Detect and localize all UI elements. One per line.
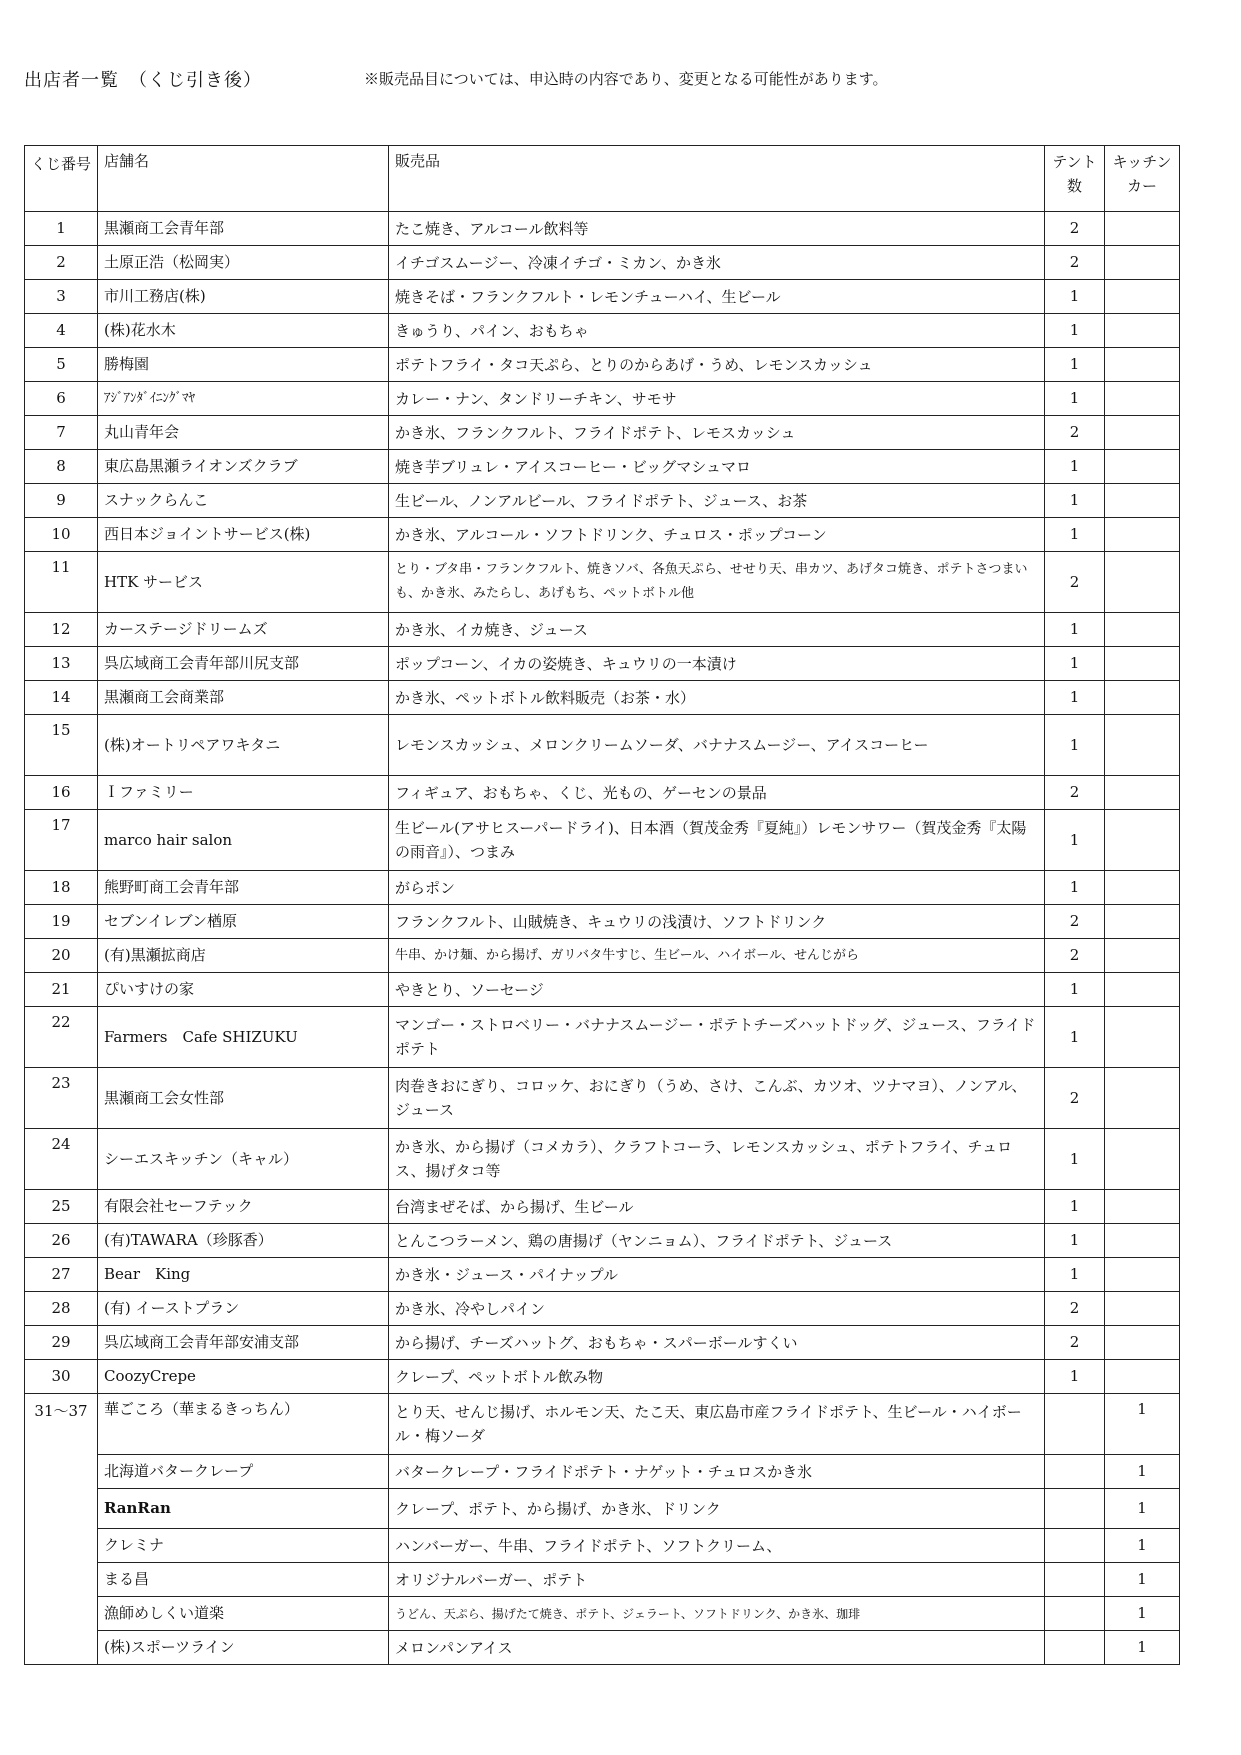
tent-count xyxy=(1045,1529,1105,1563)
tent-count: 1 xyxy=(1045,314,1105,348)
kitchen-car-count xyxy=(1105,871,1180,905)
tent-count: 2 xyxy=(1045,776,1105,810)
table-row xyxy=(25,1360,1180,1394)
shop-name: 北海道バタークレープ xyxy=(98,1455,389,1489)
table-row xyxy=(25,1007,1180,1068)
lottery-number: 25 xyxy=(25,1190,98,1224)
sale-items: かき氷、アルコール・ソフトドリンク、チュロス・ポップコーン xyxy=(389,518,1045,552)
tent-count: 1 xyxy=(1045,1007,1105,1068)
lottery-number: 30 xyxy=(25,1360,98,1394)
tent-count xyxy=(1045,1563,1105,1597)
shop-name: 土原正浩（松岡実） xyxy=(98,246,389,280)
tent-count: 1 xyxy=(1045,382,1105,416)
shop-name: 呉広域商工会青年部川尻支部 xyxy=(98,647,389,681)
shop-name: カーステージドリームズ xyxy=(98,613,389,647)
kitchen-car-count xyxy=(1105,681,1180,715)
column-header-items: 販売品 xyxy=(389,146,1045,212)
sale-items: ポップコーン、イカの姿焼き、キュウリの一本漬け xyxy=(389,647,1045,681)
shop-name: 黒瀬商工会商業部 xyxy=(98,681,389,715)
lottery-number: 26 xyxy=(25,1224,98,1258)
sale-items: とり天、せんじ揚げ、ホルモン天、たこ天、東広島市産フライドポテト、生ビール・ハイボール・梅ソーダ xyxy=(389,1394,1045,1455)
sale-items: レモンスカッシュ、メロンクリームソーダ、バナナスムージー、アイスコーヒー xyxy=(389,715,1045,776)
sale-items: かき氷、イカ焼き、ジュース xyxy=(389,613,1045,647)
table-row xyxy=(25,1129,1180,1190)
kitchen-car-count: 1 xyxy=(1105,1597,1180,1631)
table-row xyxy=(25,518,1180,552)
table-row xyxy=(25,1224,1180,1258)
sale-items: やきとり、ソーセージ xyxy=(389,973,1045,1007)
tent-count: 1 xyxy=(1045,715,1105,776)
lottery-number: 10 xyxy=(25,518,98,552)
shop-name: 有限会社セーフテック xyxy=(98,1190,389,1224)
tent-count: 1 xyxy=(1045,518,1105,552)
sale-items: フランクフルト、山賊焼き、キュウリの浅漬け、ソフトドリンク xyxy=(389,905,1045,939)
table-row xyxy=(25,1292,1180,1326)
disclaimer-note: ※販売品目については、申込時の内容であり、変更となる可能性があります。 xyxy=(364,70,888,88)
sale-items: ハンバーガー、牛串、フライドポテト、ソフトクリーム、 xyxy=(389,1529,1045,1563)
tent-count: 2 xyxy=(1045,416,1105,450)
lottery-number: 23 xyxy=(25,1068,98,1129)
sale-items: イチゴスムージー、冷凍イチゴ・ミカン、かき氷 xyxy=(389,246,1045,280)
kitchen-car-count xyxy=(1105,416,1180,450)
shop-name: 丸山青年会 xyxy=(98,416,389,450)
lottery-number: 16 xyxy=(25,776,98,810)
sale-items: マンゴー・ストロベリー・バナナスムージー・ポテトチーズハットドッグ、ジュース、フライドポテト xyxy=(389,1007,1045,1068)
table-row xyxy=(25,1190,1180,1224)
table-row xyxy=(25,1489,1180,1529)
tent-count: 1 xyxy=(1045,681,1105,715)
shop-name: CoozyCrepe xyxy=(98,1360,389,1394)
table-row xyxy=(25,246,1180,280)
sale-items: 台湾まぜそば、から揚げ、生ビール xyxy=(389,1190,1045,1224)
sale-items: オリジナルバーガー、ポテト xyxy=(389,1563,1045,1597)
lottery-number: 28 xyxy=(25,1292,98,1326)
table-row xyxy=(25,1258,1180,1292)
tent-count: 1 xyxy=(1045,810,1105,871)
table-row xyxy=(25,1394,1180,1455)
tent-count: 2 xyxy=(1045,1292,1105,1326)
kitchen-car-count: 1 xyxy=(1105,1563,1180,1597)
table-row xyxy=(25,416,1180,450)
table-row xyxy=(25,450,1180,484)
shop-name: まる昌 xyxy=(98,1563,389,1597)
lottery-number: 11 xyxy=(25,552,98,613)
sale-items: とんこつラーメン、鶏の唐揚げ（ヤンニョム）、フライドポテト、ジュース xyxy=(389,1224,1045,1258)
table-row xyxy=(25,1631,1180,1665)
shop-name: (株)オートリペアワキタニ xyxy=(98,715,389,776)
kitchen-car-count xyxy=(1105,613,1180,647)
shop-name: marco hair salon xyxy=(98,810,389,871)
shop-name: スナックらんこ xyxy=(98,484,389,518)
tent-count: 2 xyxy=(1045,939,1105,973)
kitchen-car-count xyxy=(1105,1129,1180,1190)
lottery-number: 1 xyxy=(25,212,98,246)
shop-name: (株)花水木 xyxy=(98,314,389,348)
table-row xyxy=(25,1455,1180,1489)
kitchen-car-count: 1 xyxy=(1105,1631,1180,1665)
lottery-number: 31～37 xyxy=(25,1394,98,1665)
lottery-number: 9 xyxy=(25,484,98,518)
kitchen-car-count xyxy=(1105,1292,1180,1326)
shop-name: セブンイレブン楢原 xyxy=(98,905,389,939)
shop-name: (有) イーストプラン xyxy=(98,1292,389,1326)
sale-items: カレー・ナン、タンドリーチキン、サモサ xyxy=(389,382,1045,416)
kitchen-car-count: 1 xyxy=(1105,1455,1180,1489)
lottery-number: 21 xyxy=(25,973,98,1007)
lottery-number: 15 xyxy=(25,715,98,776)
sale-items: 焼きそば・フランクフルト・レモンチューハイ、生ビール xyxy=(389,280,1045,314)
tent-count: 2 xyxy=(1045,1068,1105,1129)
sale-items: ポテトフライ・タコ天ぷら、とりのからあげ・うめ、レモンスカッシュ xyxy=(389,348,1045,382)
kitchen-car-count xyxy=(1105,715,1180,776)
kitchen-car-count xyxy=(1105,1258,1180,1292)
tent-count: 1 xyxy=(1045,1190,1105,1224)
shop-name: (有)黒瀬拡商店 xyxy=(98,939,389,973)
column-header-shop-name: 店舗名 xyxy=(98,146,389,212)
kitchen-car-count xyxy=(1105,810,1180,871)
kitchen-car-count xyxy=(1105,552,1180,613)
kitchen-car-count: 1 xyxy=(1105,1489,1180,1529)
kitchen-car-count xyxy=(1105,1190,1180,1224)
lottery-number: 27 xyxy=(25,1258,98,1292)
sale-items: から揚げ、チーズハットグ、おもちゃ・スパーボールすくい xyxy=(389,1326,1045,1360)
table-row xyxy=(25,715,1180,776)
column-header-kitchen-car: キッチンカー xyxy=(1105,146,1180,212)
kitchen-car-count xyxy=(1105,1224,1180,1258)
shop-name: 熊野町商工会青年部 xyxy=(98,871,389,905)
table-row xyxy=(25,1597,1180,1631)
table-row xyxy=(25,613,1180,647)
tent-count xyxy=(1045,1455,1105,1489)
tent-count xyxy=(1045,1597,1105,1631)
shop-name: クレミナ xyxy=(98,1529,389,1563)
shop-name: Ｉファミリー xyxy=(98,776,389,810)
tent-count: 1 xyxy=(1045,348,1105,382)
table-row xyxy=(25,280,1180,314)
table-row xyxy=(25,776,1180,810)
shop-name: 西日本ジョイントサービス(株) xyxy=(98,518,389,552)
vendor-table xyxy=(24,145,1180,1665)
kitchen-car-count: 1 xyxy=(1105,1529,1180,1563)
sale-items: フィギュア、おもちゃ、くじ、光もの、ゲーセンの景品 xyxy=(389,776,1045,810)
sale-items: 肉巻きおにぎり、コロッケ、おにぎり（うめ、さけ、こんぶ、カツオ、ツナマヨ）、ノンアル、ジュース xyxy=(389,1068,1045,1129)
lottery-number: 12 xyxy=(25,613,98,647)
shop-name: RanRan xyxy=(98,1489,389,1529)
table-row xyxy=(25,382,1180,416)
table-row xyxy=(25,1326,1180,1360)
table-row xyxy=(25,314,1180,348)
lottery-number: 29 xyxy=(25,1326,98,1360)
sale-items: バタークレープ・フライドポテト・ナゲット・チュロスかき氷 xyxy=(389,1455,1045,1489)
shop-name: Farmers Cafe SHIZUKU xyxy=(98,1007,389,1068)
sale-items: うどん、天ぷら、揚げたて焼き、ポテト、ジェラート、ソフトドリンク、かき氷、珈琲 xyxy=(389,1597,1045,1631)
shop-name: シーエスキッチン（キャル） xyxy=(98,1129,389,1190)
lottery-number: 8 xyxy=(25,450,98,484)
lottery-number: 18 xyxy=(25,871,98,905)
tent-count: 1 xyxy=(1045,450,1105,484)
sale-items: 焼き芋ブリュレ・アイスコーヒー・ビッグマシュマロ xyxy=(389,450,1045,484)
tent-count: 1 xyxy=(1045,484,1105,518)
table-row xyxy=(25,1563,1180,1597)
table-row xyxy=(25,1529,1180,1563)
kitchen-car-count xyxy=(1105,450,1180,484)
kitchen-car-count xyxy=(1105,1326,1180,1360)
tent-count xyxy=(1045,1394,1105,1455)
shop-name: ｱｼﾞｱﾝﾀﾞｲﾆﾝｸﾞﾏﾔ xyxy=(98,382,389,416)
kitchen-car-count xyxy=(1105,1360,1180,1394)
sale-items: かき氷・ジュース・パイナップル xyxy=(389,1258,1045,1292)
table-row xyxy=(25,681,1180,715)
lottery-number: 6 xyxy=(25,382,98,416)
kitchen-car-count xyxy=(1105,1068,1180,1129)
kitchen-car-count xyxy=(1105,518,1180,552)
shop-name: HTK サービス xyxy=(98,552,389,613)
shop-name: Bear King xyxy=(98,1258,389,1292)
tent-count: 1 xyxy=(1045,1360,1105,1394)
lottery-number: 13 xyxy=(25,647,98,681)
kitchen-car-count xyxy=(1105,939,1180,973)
lottery-number: 3 xyxy=(25,280,98,314)
lottery-number: 14 xyxy=(25,681,98,715)
table-row xyxy=(25,905,1180,939)
table-row xyxy=(25,348,1180,382)
tent-count: 1 xyxy=(1045,871,1105,905)
tent-count xyxy=(1045,1489,1105,1529)
table-row xyxy=(25,647,1180,681)
kitchen-car-count xyxy=(1105,776,1180,810)
kitchen-car-count xyxy=(1105,212,1180,246)
tent-count: 2 xyxy=(1045,552,1105,613)
kitchen-car-count xyxy=(1105,1007,1180,1068)
sale-items: 生ビール、ノンアルビール、フライドポテト、ジュース、お茶 xyxy=(389,484,1045,518)
kitchen-car-count xyxy=(1105,905,1180,939)
shop-name: 黒瀬商工会女性部 xyxy=(98,1068,389,1129)
kitchen-car-count xyxy=(1105,973,1180,1007)
sale-items: きゅうり、パイン、おもちゃ xyxy=(389,314,1045,348)
sale-items: クレープ、ペットボトル飲み物 xyxy=(389,1360,1045,1394)
sale-items: かき氷、から揚げ（コメカラ）、クラフトコーラ、レモンスカッシュ、ポテトフライ、チュロス、揚げタコ等 xyxy=(389,1129,1045,1190)
column-header-lottery-number: くじ番号 xyxy=(25,146,98,212)
page-title: 出店者一覧 （くじ引き後） xyxy=(24,70,262,91)
lottery-number: 5 xyxy=(25,348,98,382)
shop-name: (株)スポーツライン xyxy=(98,1631,389,1665)
tent-count xyxy=(1045,1631,1105,1665)
shop-name: 華ごころ（華まるきっちん） xyxy=(98,1394,389,1455)
shop-name: 勝梅園 xyxy=(98,348,389,382)
table-row xyxy=(25,973,1180,1007)
sale-items: クレープ、ポテト、から揚げ、かき氷、ドリンク xyxy=(389,1489,1045,1529)
tent-count: 1 xyxy=(1045,1129,1105,1190)
sale-items: かき氷、ペットボトル飲料販売（お茶・水） xyxy=(389,681,1045,715)
lottery-number: 7 xyxy=(25,416,98,450)
lottery-number: 19 xyxy=(25,905,98,939)
kitchen-car-count xyxy=(1105,348,1180,382)
tent-count: 1 xyxy=(1045,1224,1105,1258)
sale-items: かき氷、フランクフルト、フライドポテト、レモスカッシュ xyxy=(389,416,1045,450)
lottery-number: 2 xyxy=(25,246,98,280)
page-header xyxy=(24,66,1224,96)
tent-count: 2 xyxy=(1045,246,1105,280)
lottery-number: 4 xyxy=(25,314,98,348)
sale-items: たこ焼き、アルコール飲料等 xyxy=(389,212,1045,246)
tent-count: 2 xyxy=(1045,212,1105,246)
sale-items: かき氷、冷やしパイン xyxy=(389,1292,1045,1326)
shop-name: 漁師めしくい道楽 xyxy=(98,1597,389,1631)
sale-items: 生ビール(アサヒスーパードライ)、日本酒（賀茂金秀『夏純』）レモンサワー（賀茂金秀『太陽の雨音』）、つまみ xyxy=(389,810,1045,871)
kitchen-car-count xyxy=(1105,382,1180,416)
table-row xyxy=(25,1068,1180,1129)
kitchen-car-count xyxy=(1105,314,1180,348)
kitchen-car-count xyxy=(1105,647,1180,681)
lottery-number: 22 xyxy=(25,1007,98,1068)
table-row xyxy=(25,484,1180,518)
sale-items: 牛串、かけ麺、から揚げ、ガリバタ牛すじ、生ビール、ハイボール、せんじがら xyxy=(389,939,1045,973)
table-row xyxy=(25,212,1180,246)
tent-count: 2 xyxy=(1045,1326,1105,1360)
tent-count: 1 xyxy=(1045,1258,1105,1292)
tent-count: 2 xyxy=(1045,905,1105,939)
shop-name: 東広島黒瀬ライオンズクラブ xyxy=(98,450,389,484)
tent-count: 1 xyxy=(1045,280,1105,314)
lottery-number: 24 xyxy=(25,1129,98,1190)
tent-count: 1 xyxy=(1045,647,1105,681)
lottery-number: 20 xyxy=(25,939,98,973)
table-row xyxy=(25,810,1180,871)
column-header-tent-count: テント数 xyxy=(1045,146,1105,212)
sale-items: メロンパンアイス xyxy=(389,1631,1045,1665)
shop-name: 市川工務店(株) xyxy=(98,280,389,314)
table-row xyxy=(25,552,1180,613)
table-row xyxy=(25,939,1180,973)
kitchen-car-count xyxy=(1105,280,1180,314)
lottery-number: 17 xyxy=(25,810,98,871)
shop-name: 呉広域商工会青年部安浦支部 xyxy=(98,1326,389,1360)
shop-name: 黒瀬商工会青年部 xyxy=(98,212,389,246)
tent-count: 1 xyxy=(1045,613,1105,647)
table-row xyxy=(25,871,1180,905)
sale-items: がらポン xyxy=(389,871,1045,905)
sale-items: とり・ブタ串・フランクフルト、焼きソバ、各魚天ぷら、せせり天、串カツ、あげタコ焼き、ポテトさつまいも、かき氷、みたらし、あげもち、ペットボトル他 xyxy=(389,552,1045,613)
kitchen-car-count: 1 xyxy=(1105,1394,1180,1455)
table-header-row xyxy=(25,146,1180,212)
tent-count: 1 xyxy=(1045,973,1105,1007)
shop-name: ぴいすけの家 xyxy=(98,973,389,1007)
shop-name: (有)TAWARA（珍豚香） xyxy=(98,1224,389,1258)
kitchen-car-count xyxy=(1105,246,1180,280)
kitchen-car-count xyxy=(1105,484,1180,518)
